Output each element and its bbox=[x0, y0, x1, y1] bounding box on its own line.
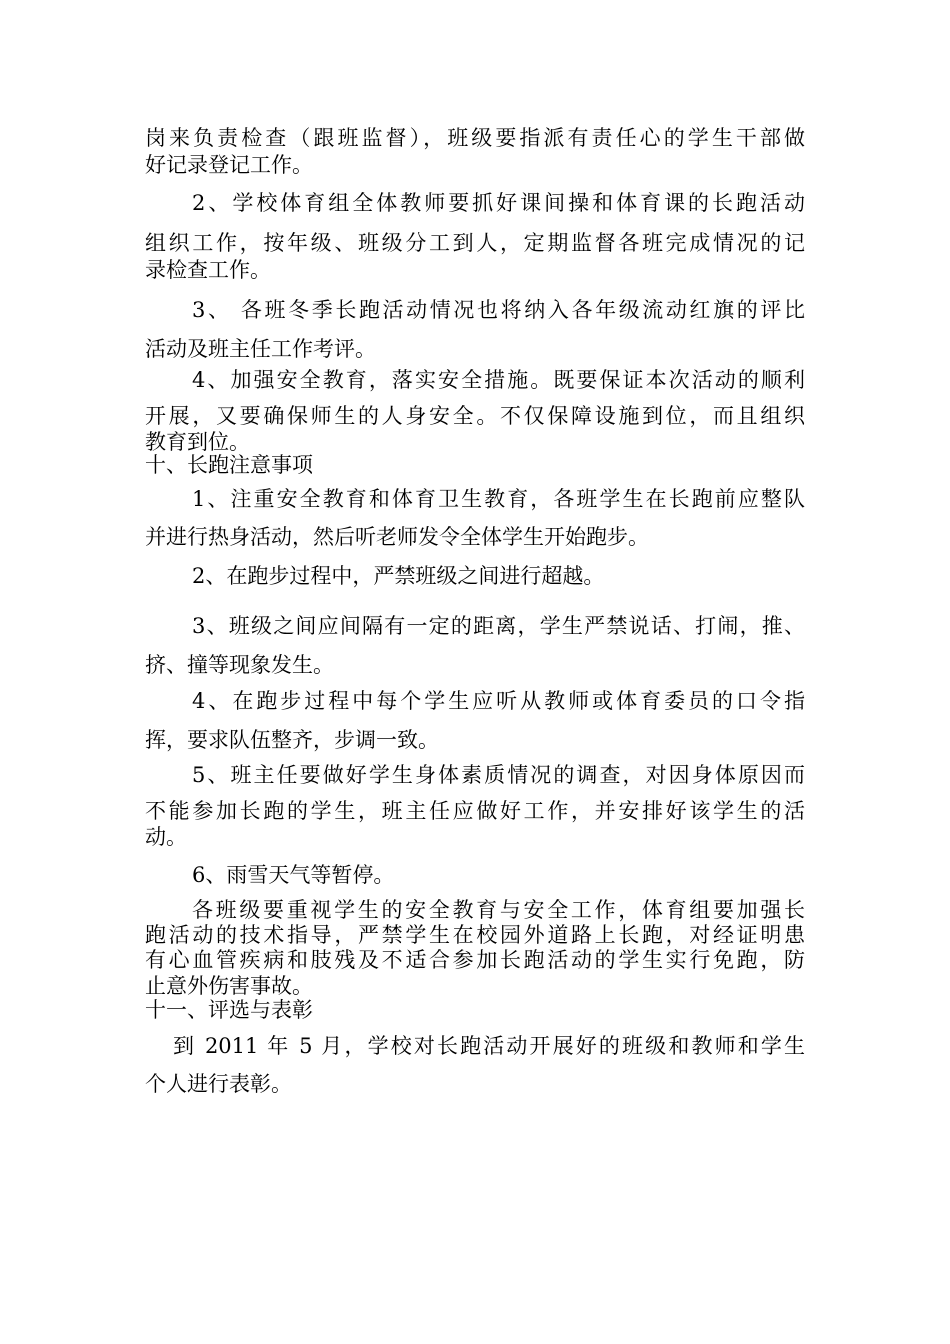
text-line: 挤、撞等现象发生。 bbox=[145, 653, 334, 677]
text-line: 2、学校体育组全体教师要抓好课间操和体育课的长跑活动 bbox=[192, 191, 805, 215]
text-line: 不能参加长跑的学生，班主任应做好工作，并安排好该学生的活 bbox=[145, 799, 805, 823]
text-line: 录检查工作。 bbox=[145, 258, 271, 282]
text-line: 1、注重安全教育和体育卫生教育，各班学生在长跑前应整队 bbox=[192, 487, 805, 511]
text-line: 个人进行表彰。 bbox=[145, 1072, 292, 1096]
text-line: 各班级要重视学生的安全教育与安全工作，体育组要加强长 bbox=[192, 898, 805, 922]
text-line: 挥，要求队伍整齐，步调一致。 bbox=[145, 728, 439, 752]
text-line: 教育到位。 bbox=[145, 430, 250, 454]
text-line: 3、 各班冬季长跑活动情况也将纳入各年级流动红旗的评比 bbox=[192, 298, 805, 322]
text-line: 6、雨雪天气等暂停。 bbox=[192, 863, 395, 887]
text-line: 并进行热身活动，然后听老师发令全体学生开始跑步。 bbox=[145, 525, 649, 549]
text-line: 有心血管疾病和肢残及不适合参加长跑活动的学生实行免跑，防 bbox=[145, 948, 805, 972]
text-line: 5、班主任要做好学生身体素质情况的调查，对因身体原因而 bbox=[192, 763, 805, 787]
text-line: 动。 bbox=[145, 825, 187, 849]
text-line: 止意外伤害事故。 bbox=[145, 974, 313, 998]
text-line: 3、班级之间应间隔有一定的距离，学生严禁说话、打闹，推、 bbox=[192, 614, 805, 638]
text-line: 岗来负责检查（跟班监督），班级要指派有责任心的学生干部做 bbox=[145, 126, 805, 150]
section-heading-11: 十一、评选与表彰 bbox=[145, 998, 313, 1022]
text-line: 组织工作，按年级、班级分工到人，定期监督各班完成情况的记 bbox=[145, 231, 805, 255]
text-line: 好记录登记工作。 bbox=[145, 153, 313, 177]
section-heading-10: 十、长跑注意事项 bbox=[145, 453, 313, 477]
text-line: 4、加强安全教育，落实安全措施。既要保证本次活动的顺利 bbox=[192, 368, 805, 392]
text-line: 跑活动的技术指导，严禁学生在校园外道路上长跑，对经证明患 bbox=[145, 923, 805, 947]
text-line: 活动及班主任工作考评。 bbox=[145, 337, 376, 361]
text-line: 到 2011 年 5 月，学校对长跑活动开展好的班级和教师和学生 bbox=[173, 1034, 805, 1058]
text-line: 4、在跑步过程中每个学生应听从教师或体育委员的口令指 bbox=[192, 689, 805, 713]
text-line: 开展，又要确保师生的人身安全。不仅保障设施到位，而且组织 bbox=[145, 404, 805, 428]
text-line: 2、在跑步过程中，严禁班级之间进行超越。 bbox=[192, 564, 605, 588]
